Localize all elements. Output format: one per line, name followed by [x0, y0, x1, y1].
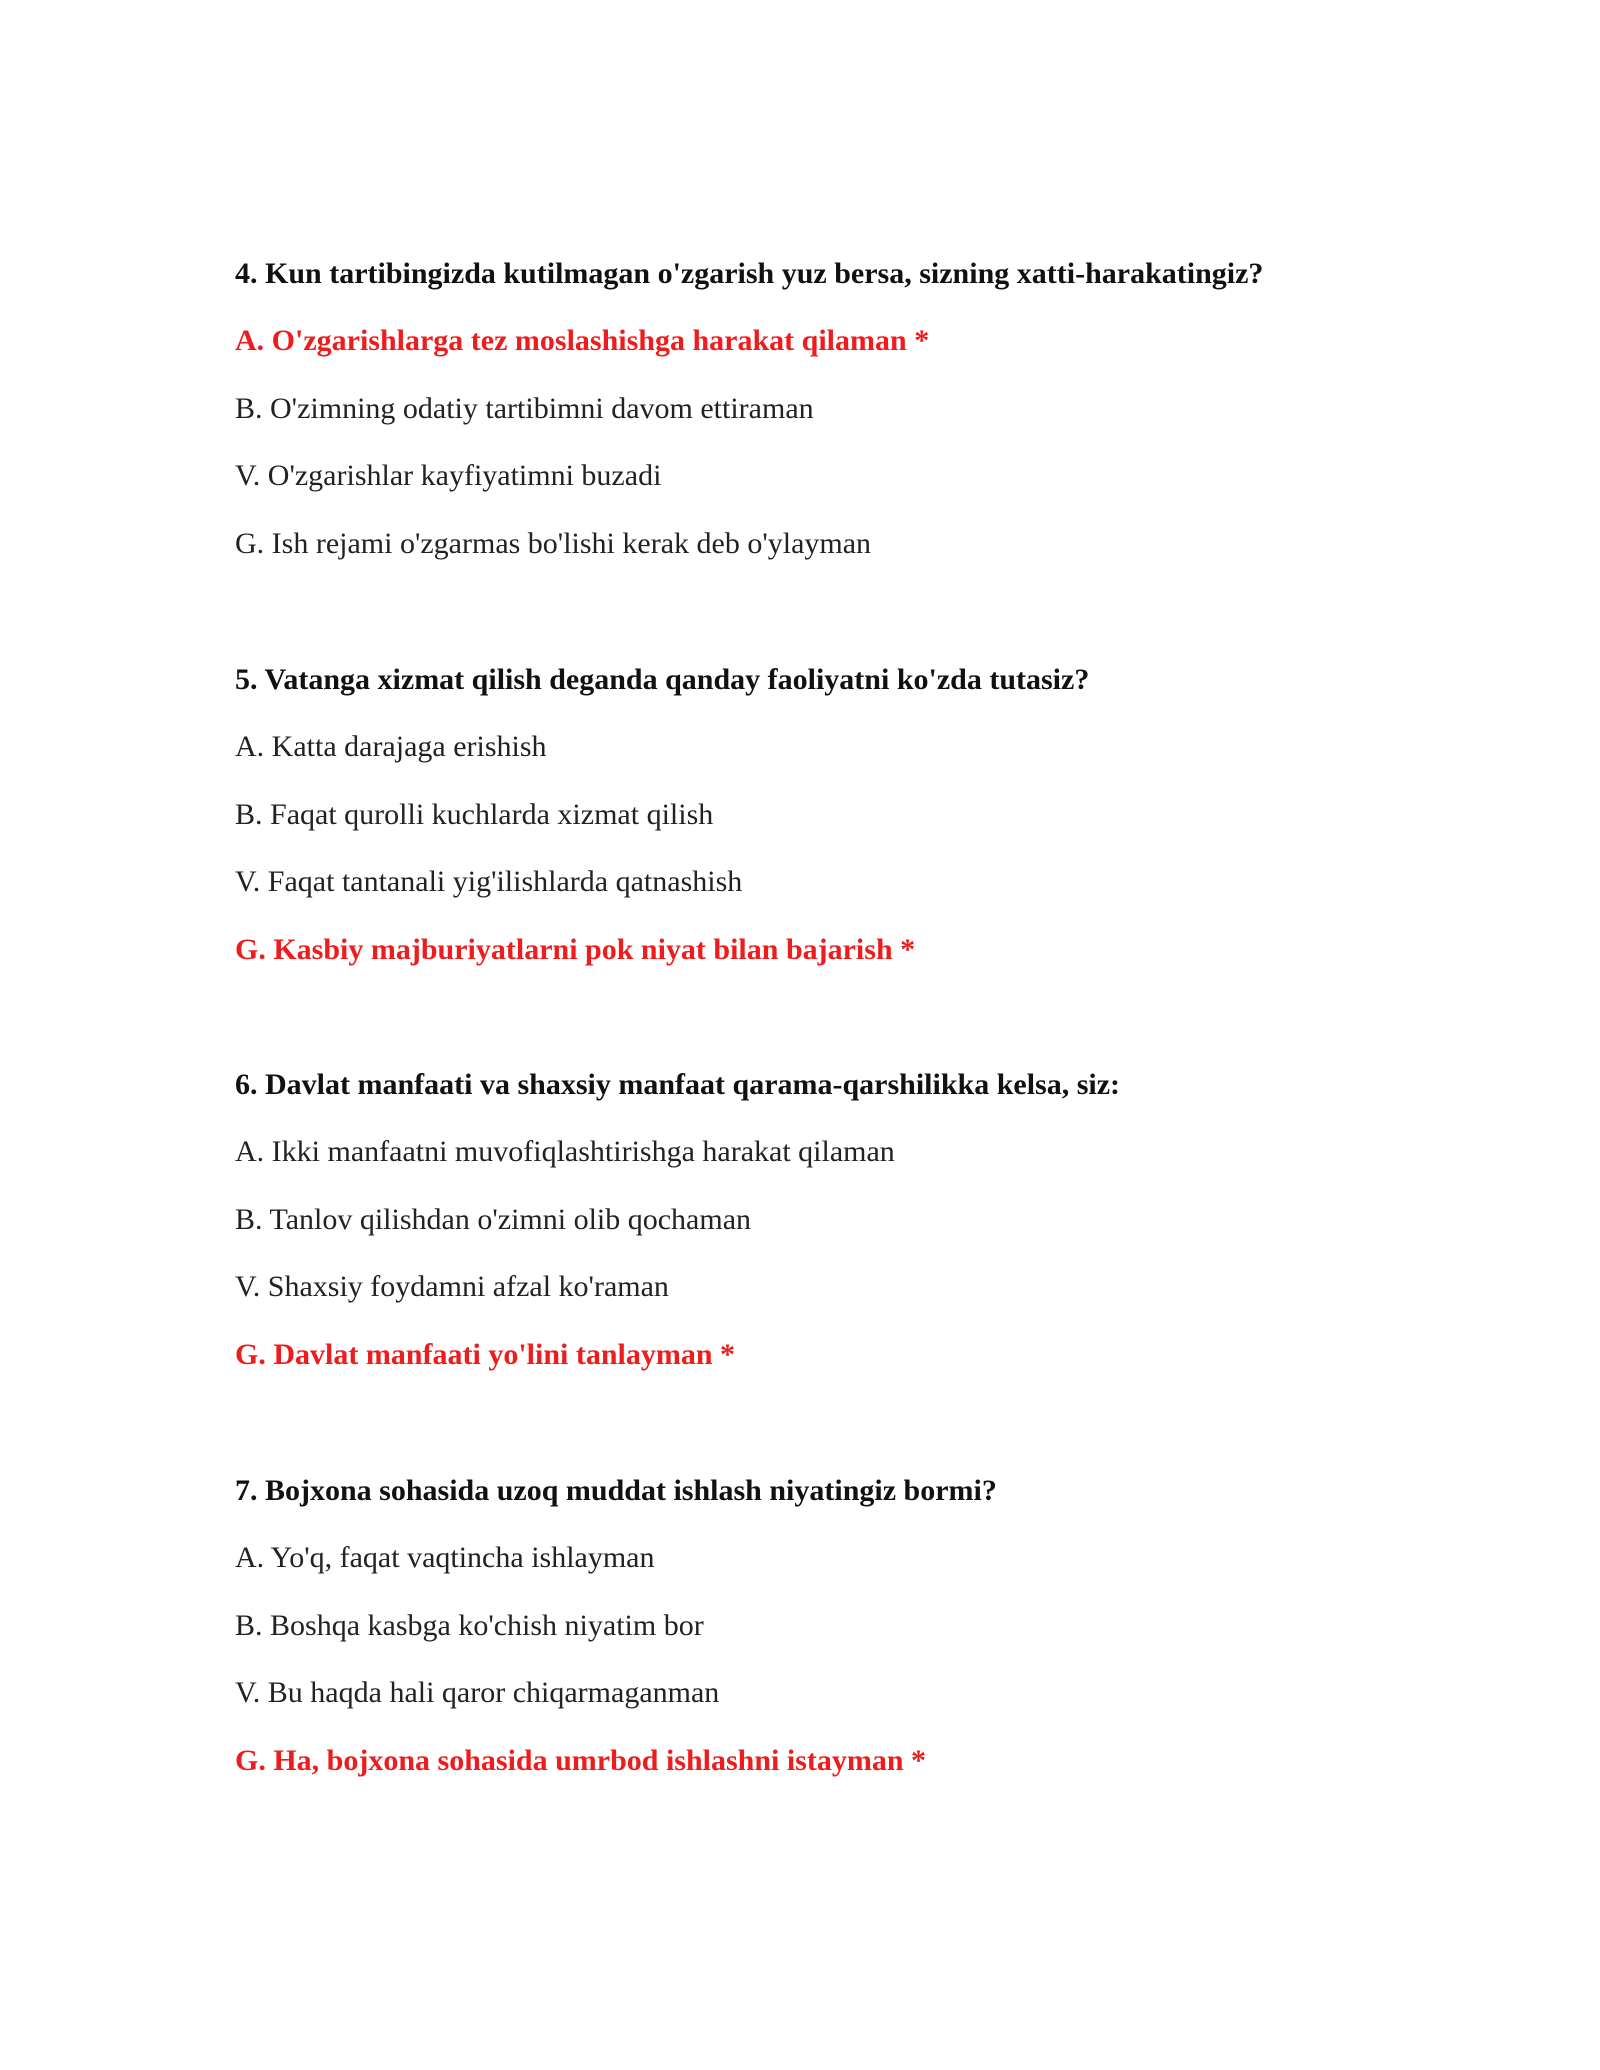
option-a: A. Katta darajaga erishish: [235, 730, 547, 763]
option-g: G. Davlat manfaati yo'lini tanlayman *: [235, 1338, 736, 1371]
option-g: G. Ha, bojxona sohasida umrbod ishlashni istayman *: [235, 1744, 927, 1777]
option-g: G. Kasbiy majburiyatlarni pok niyat bilan bajarish *: [235, 933, 916, 966]
option-a: A. Yo'q, faqat vaqtincha ishlayman: [235, 1541, 655, 1574]
option-v: V. O'zgarishlar kayfiyatimni buzadi: [235, 459, 662, 492]
question-text: 5. Vatanga xizmat qilish deganda qanday faoliyatni ko'zda tutasiz?: [235, 663, 1090, 696]
option-a: A. O'zgarishlarga tez moslashishga harakat qilaman *: [235, 324, 930, 357]
question-text: 7. Bojxona sohasida uzoq muddat ishlash niyatingiz bormi?: [235, 1474, 997, 1507]
option-v: V. Faqat tantanali yig'ilishlarda qatnashish: [235, 865, 743, 898]
option-v: V. Bu haqda hali qaror chiqarmaganman: [235, 1676, 720, 1709]
option-b: B. Boshqa kasbga ko'chish niyatim bor: [235, 1609, 704, 1642]
option-b: B. Tanlov qilishdan o'zimni olib qochaman: [235, 1203, 752, 1236]
option-v: V. Shaxsiy foydamni afzal ko'raman: [235, 1270, 669, 1303]
question-text: 4. Kun tartibingizda kutilmagan o'zgarish yuz bersa, sizning xatti-harakatingiz?: [235, 257, 1264, 290]
option-b: B. Faqat qurolli kuchlarda xizmat qilish: [235, 798, 714, 831]
option-b: B. O'zimning odatiy tartibimni davom ettiraman: [235, 392, 814, 425]
option-g: G. Ish rejami o'zgarmas bo'lishi kerak deb o'ylayman: [235, 527, 872, 560]
option-a: A. Ikki manfaatni muvofiqlashtirishga harakat qilaman: [235, 1135, 895, 1168]
question-text: 6. Davlat manfaati va shaxsiy manfaat qarama-qarshilikka kelsa, siz:: [235, 1068, 1121, 1101]
